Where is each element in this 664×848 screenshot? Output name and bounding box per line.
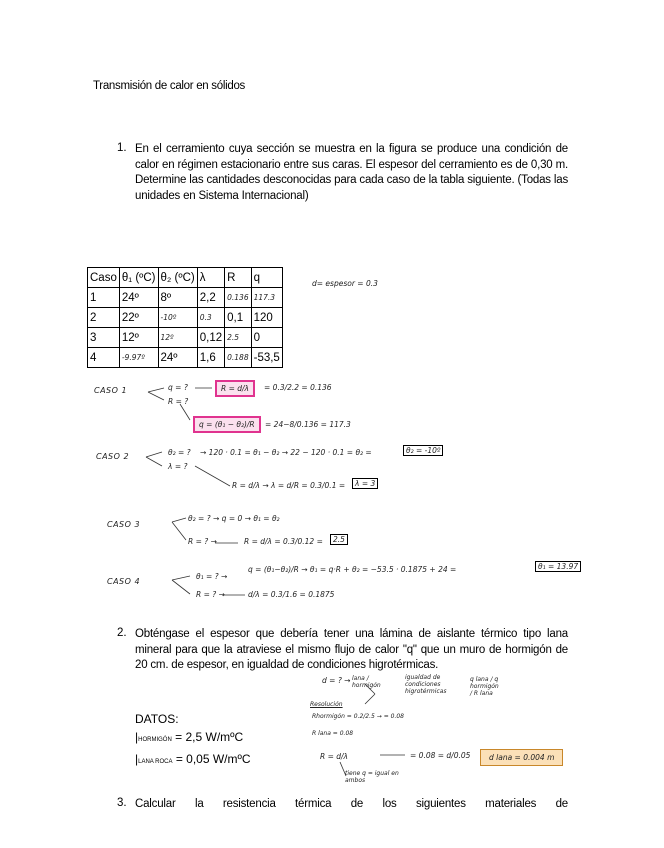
table-cell: -53,5 [251, 348, 282, 368]
table-cell: 12º [119, 328, 158, 348]
p2-note-top-2: lana / hormigón [352, 675, 381, 689]
header-cell: θ₁ (ºC) [119, 268, 158, 288]
caso-4-label: CASO 4 [107, 577, 141, 586]
caso-3-t-unknown: θ₂ = ? → q = 0 → θ₁ = θ₂ [188, 514, 280, 523]
caso-3-result: 2.5 [330, 534, 348, 545]
caso-1-label: CASO 1 [94, 386, 128, 395]
header-cell: θ₂ (ºC) [158, 268, 197, 288]
caso-4-result: θ₁ = 13.97 [535, 561, 581, 572]
table-cell: 120 [251, 308, 282, 328]
table-cell: 1 [88, 288, 120, 308]
table-cell: 24º [119, 288, 158, 308]
datos-hormigon [135, 730, 243, 744]
page-title: Transmisión de calor en sólidos [93, 80, 245, 92]
caso-1-q-calc: = 24−8/0.136 = 117.3 [265, 420, 351, 429]
caso-1-r-calc: = 0.3/2.2 = 0.136 [264, 383, 332, 392]
caso-4-r-unknown: R = ? → [196, 590, 225, 599]
caso-2-line-1: → 120 · 0.1 = θ₁ − θ₂ → 22 − 120 · 0.1 = θ₂ = [200, 448, 372, 457]
p2-note-result: d lana = 0.004 m [480, 749, 563, 766]
table-cell: 2,2 [197, 288, 224, 308]
caso-3-r-unknown: R = ? → [188, 537, 217, 546]
caso-1-r-formula-box: R = d/λ [215, 380, 255, 397]
datos-lana [135, 752, 251, 766]
caso-3-r-formula: R = d/λ = 0.3/0.12 = [244, 537, 323, 546]
problem-2-number: 2. [117, 627, 127, 639]
header-cell: R [225, 268, 251, 288]
p2-note-line-2: R lana = 0.08 [312, 730, 354, 737]
p2-note-top-1: d = ? → [322, 676, 351, 685]
table-cell: 12º [158, 328, 197, 348]
table-cell: 1,6 [197, 348, 224, 368]
p2-note-remark: tiene q = igual en ambos [345, 770, 399, 784]
caso-2-result-2: λ = 3 [352, 478, 378, 489]
lambda-icon: | [135, 752, 139, 766]
caso-1-r-unknown: R = ? [168, 397, 189, 406]
caso-1-q-unknown: q = ? [168, 383, 188, 392]
header-cell: λ [197, 268, 224, 288]
p2-note-calc: = 0.08 = d/0.05 [410, 751, 471, 760]
lana-label: LANA ROCA [138, 759, 173, 765]
caso-1-q-formula-box: q = (θ₁ − θ₂)/R [193, 416, 261, 433]
problem-3-text: Calcular la resistencia térmica de los siguientes materiales de [135, 798, 568, 810]
table-cell: 3 [88, 328, 120, 348]
p2-note-top-3: igualdad de condiciones higrotérmicas [405, 674, 447, 695]
table-cell: 0.136 [225, 288, 251, 308]
espesor-note: d= espesor = 0.3 [312, 279, 378, 288]
table-cell: 8º [158, 288, 197, 308]
caso-3-label: CASO 3 [107, 520, 141, 529]
caso-2-result-1: θ₂ = -10º [403, 445, 443, 456]
table-cell: 0,12 [197, 328, 224, 348]
problem-2-text: Obténgase el espesor que debería tener una lámina de aislante térmico tipo lana mineral para que la atraviese el mismo flujo de calor "q" que un muro de hormigón de 20 cm. de espesor, en igualdad de condiciones higrotérmicas. [135, 628, 568, 671]
table-cell: 2.5 [225, 328, 251, 348]
table-cell: 24º [158, 348, 197, 368]
caso-2-t-unknown: θ₂ = ? [168, 448, 191, 457]
problem-3-number: 3. [117, 797, 127, 809]
lana-value: = 0,05 W/mºC [175, 752, 251, 766]
table-cell: 0.3 [197, 308, 224, 328]
caso-4-r-formula: d/λ = 0.3/1.6 = 0.1875 [248, 590, 335, 599]
caso-2-line-2: R = d/λ → λ = d/R = 0.3/0.1 = [232, 481, 346, 490]
p2-note-line-1: Rhormigón = 0.2/2.5 → = 0.08 [312, 713, 404, 720]
table-cell: -10º [158, 308, 197, 328]
table-cell: 0,1 [225, 308, 251, 328]
caso-2-l-unknown: λ = ? [168, 462, 188, 471]
table-cell: -9.97º [119, 348, 158, 368]
table-cell: 0 [251, 328, 282, 348]
caso-4-t-unknown: θ₁ = ? → [196, 572, 228, 581]
p2-note-formula: R = d/λ [320, 752, 348, 761]
hormigon-label: HORMIGÓN [138, 737, 172, 743]
problem-1-number: 1. [117, 142, 127, 154]
lambda-icon: | [135, 730, 139, 744]
caso-2-label: CASO 2 [96, 452, 130, 461]
table-cell: 117.3 [251, 288, 282, 308]
header-cell: q [251, 268, 282, 288]
hormigon-value: = 2,5 W/mºC [175, 730, 244, 744]
table-cell: 22º [119, 308, 158, 328]
p2-note-top-4: q lana / q hormigón / R lana [470, 676, 499, 697]
table-cell: 2 [88, 308, 120, 328]
table-cell: 4 [88, 348, 120, 368]
header-cell: Caso [88, 268, 120, 288]
table-cell: 0.188 [225, 348, 251, 368]
caso-4-t-calc: q = (θ₁−θ₂)/R → θ₁ = q·R + θ₂ = −53.5 · 0.1875 + 24 = [248, 565, 457, 574]
problem-1-text: En el cerramiento cuya sección se muestra en la figura se produce una condición de calor en régimen estacionario entre sus caras. El espesor del cerramiento es de 0,30 m. Determine las cantidades desconocidas para cada caso de la tabla siguiente. (Todas las unidades en Sistema Internacional) [135, 143, 568, 202]
datos-label: DATOS: [135, 712, 179, 726]
p2-note-header: Resolución [310, 701, 343, 708]
